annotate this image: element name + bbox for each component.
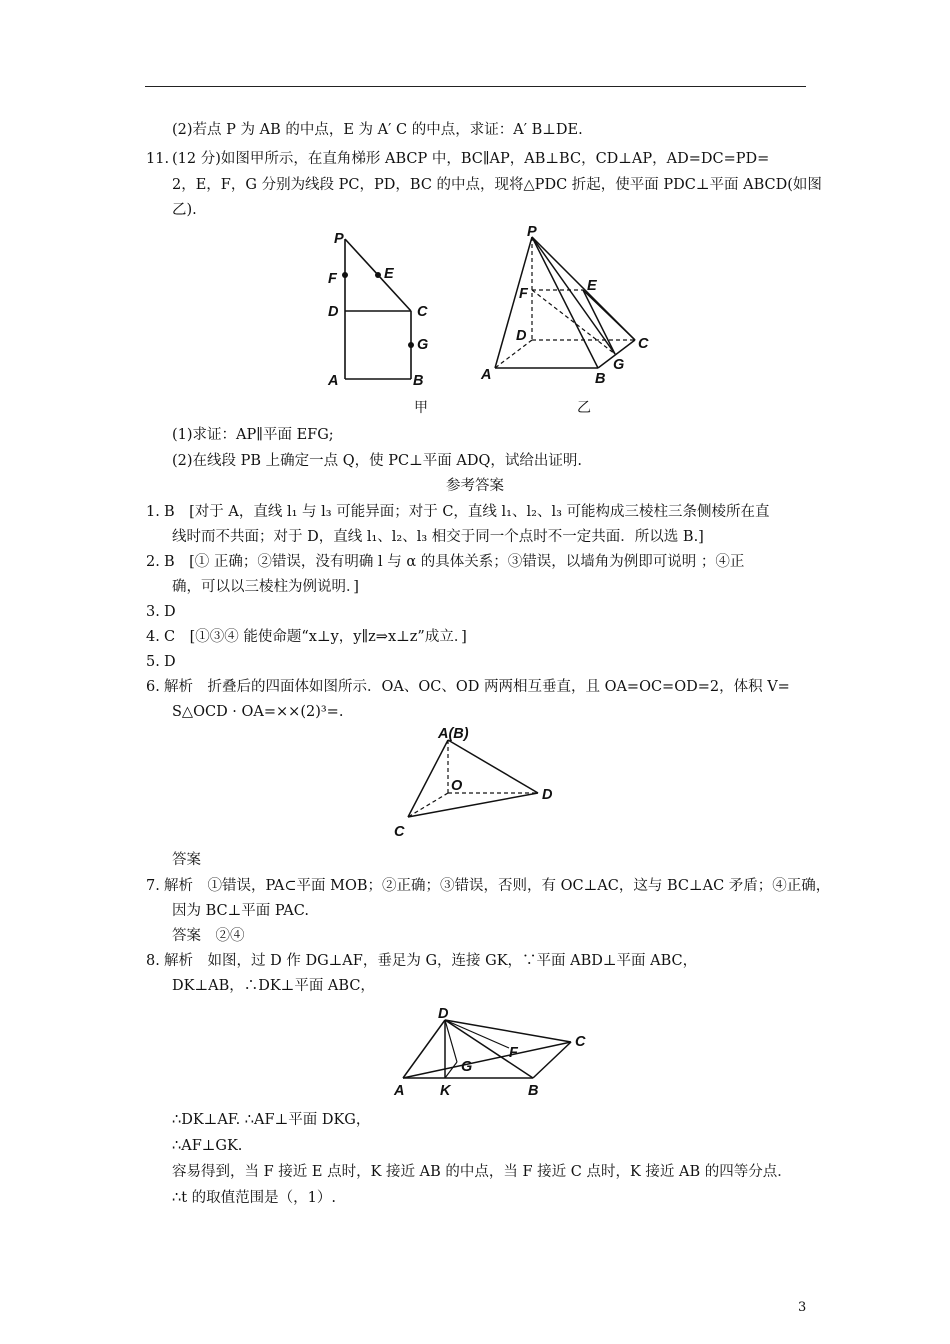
answer-8-line3: ∴DK⊥AF. ∴AF⊥平面 DKG， <box>172 1112 371 1128</box>
answer-6-answer: 答案 <box>172 852 201 868</box>
fig8-label-f: F <box>509 1045 518 1061</box>
answer-8-line2: DK⊥AB，∴DK⊥平面 ABC， <box>172 978 375 994</box>
q11-line3: 乙). <box>172 202 197 218</box>
answer-7-answer: 答案 ②④ <box>172 928 245 944</box>
fig6-label-o: O <box>451 778 463 794</box>
answer-4-line1: C [①③④ 能使命题“x⊥y，y∥z⇒x⊥z”成立．] <box>164 629 467 645</box>
page-number: 3 <box>798 1300 807 1315</box>
fig6-label-ab: A(B) <box>438 726 469 742</box>
q11-number: 11. <box>146 151 170 167</box>
fig-yi-label-f: F <box>519 286 528 302</box>
q11-line1: (12 分)如图甲所示，在直角梯形 ABCP 中，BC∥AP，AB⊥BC，CD⊥AP，AD=DC=PD= <box>172 151 770 167</box>
fig6-label-c: C <box>394 824 405 840</box>
fig-jia-label-d: D <box>328 304 339 320</box>
caption-yi: 乙 <box>577 400 591 416</box>
fig-jia-label-a: A <box>328 373 339 389</box>
fig8-label-d: D <box>438 1006 449 1022</box>
answer-2-line2: 确，可以以三棱柱为例说明．] <box>172 579 359 595</box>
answer-5-line1: D <box>164 654 176 670</box>
answer-6-line1: 解析 折叠后的四面体如图所示．OA、OC、OD 两两相互垂直，且 OA=OC=OD=2，体积 V= <box>164 679 790 695</box>
fig8-label-b: B <box>528 1083 539 1099</box>
fig-jia-label-f: F <box>328 271 337 287</box>
fig-yi-label-a: A <box>481 367 492 383</box>
answer-3-number: 3. <box>146 604 160 620</box>
answer-8-line4: ∴AF⊥GK. <box>172 1138 243 1154</box>
fig-yi-label-b: B <box>595 371 606 387</box>
fig-yi-label-e: E <box>587 278 597 294</box>
q10-part2: (2)若点 P 为 AB 的中点，E 为 A′ C 的中点，求证：A′ B⊥DE. <box>172 122 583 138</box>
answer-1-number: 1. <box>146 504 160 520</box>
answer-3-line1: D <box>164 604 176 620</box>
answer-6-number: 6. <box>146 679 160 695</box>
figure-jia <box>320 225 440 395</box>
fig-yi-label-d: D <box>516 328 527 344</box>
fig-yi-label-p: P <box>527 224 537 240</box>
q11-line2: 2，E，F，G 分别为线段 PC，PD，BC 的中点，现将△PDC 折起，使平面 PDC⊥平面 ABCD(如图 <box>172 177 822 193</box>
answer-2-line1: B [① 正确；②错误，没有明确 l 与 α 的具体关系；③错误，以墙角为例即可说明 ；④正 <box>164 554 745 570</box>
fig-jia-label-b: B <box>413 373 424 389</box>
answer-7-number: 7. <box>146 878 160 894</box>
figure-answer-8 <box>385 1000 600 1100</box>
fig8-label-k: K <box>440 1083 451 1099</box>
figure-yi <box>475 222 660 392</box>
caption-jia: 甲 <box>414 400 428 416</box>
fig8-label-a: A <box>394 1083 405 1099</box>
fig-jia-label-c: C <box>417 304 428 320</box>
answer-4-number: 4. <box>146 629 160 645</box>
answer-6-line2: S△OCD · OA=××(2)³=. <box>172 704 344 720</box>
answer-1-line2: 线时而不共面；对于 D，直线 l₁、l₂、l₃ 相交于同一个点时不一定共面．所以选 B.] <box>172 529 704 545</box>
answer-8-line6: ∴t 的取值范围是（，1）. <box>172 1190 336 1206</box>
answer-1-line1: B [对于 A，直线 l₁ 与 l₃ 可能异面；对于 C，直线 l₁、l₂、l₃ 可能构成三棱柱三条侧棱所在直 <box>164 504 770 520</box>
answer-8-number: 8. <box>146 953 160 969</box>
q11-part2: (2)在线段 PB 上确定一点 Q，使 PC⊥平面 ADQ，试给出证明. <box>172 453 582 469</box>
q11-part1: (1)求证：AP∥平面 EFG; <box>172 427 334 443</box>
answer-7-line2: 因为 BC⊥平面 PAC. <box>172 903 309 919</box>
fig-yi-label-g: G <box>613 357 625 373</box>
answer-5-number: 5. <box>146 654 160 670</box>
answer-8-line1: 解析 如图，过 D 作 DG⊥AF，垂足为 G，连接 GK，∵平面 ABD⊥平面 ABC， <box>164 953 698 969</box>
fig-yi-label-c: C <box>638 336 649 352</box>
fig6-label-d: D <box>542 787 553 803</box>
answers-title: 参考答案 <box>446 478 504 494</box>
fig8-label-g: G <box>461 1059 473 1075</box>
fig-jia-label-p: P <box>334 231 344 247</box>
header-rule <box>145 86 806 87</box>
answer-7-line1: 解析 ①错误，PA⊂平面 MOB；②正确；③错误，否则，有 OC⊥AC，这与 BC⊥AC 矛盾；④正确， <box>164 878 831 894</box>
fig-jia-label-e: E <box>384 266 394 282</box>
fig-jia-label-g: G <box>417 337 429 353</box>
answer-2-number: 2. <box>146 554 160 570</box>
figure-answer-6 <box>388 722 568 844</box>
answer-8-line5: 容易得到，当 F 接近 E 点时，K 接近 AB 的中点，当 F 接近 C 点时，K 接近 AB 的四等分点． <box>172 1164 792 1180</box>
fig8-label-c: C <box>575 1034 586 1050</box>
